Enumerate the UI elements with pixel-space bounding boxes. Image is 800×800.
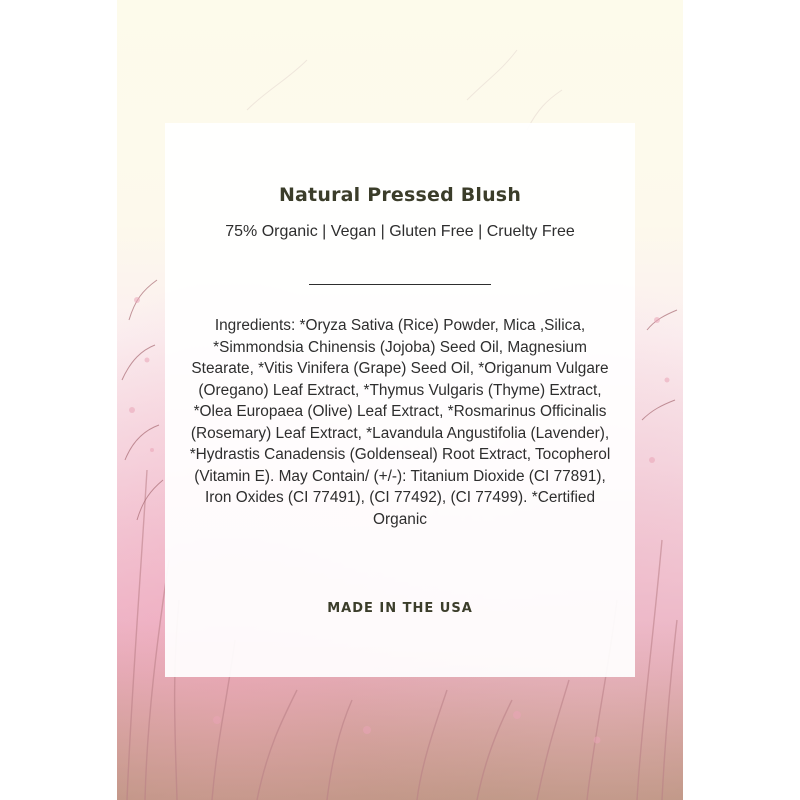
divider-line xyxy=(309,284,491,285)
product-attributes: 75% Organic | Vegan | Gluten Free | Cruelty Free xyxy=(225,223,575,240)
product-label-poster xyxy=(117,0,683,800)
origin-label: MADE IN THE USA xyxy=(327,601,473,616)
label-card xyxy=(165,123,635,677)
ingredients-text: Ingredients: *Oryza Sativa (Rice) Powder, Mica ,Silica, *Simmondsia Chinensis (Jojoba) Seed Oil, Magnesium Stearate, *Vitis Vinifera (Grape) Seed Oil, *Origanum Vulgare (Oregano) Leaf Extract, *Thymus Vulgaris (Thyme) Extract, *Olea Europaea (Olive) Leaf Extract, *Rosmarinus Officinalis (Rosemary) Leaf Extract, *Lavandula Angustifolia (Lavender), *Hydrastis Canadensis (Goldenseal) Root Extract, Tocopherol (Vitamin E). May Contain/ (+/-): Titanium Dioxide (CI 77891), Iron Oxides (CI 77491), (CI 77492), (CI 77499). *Certified Organic xyxy=(189,317,611,528)
product-title: Natural Pressed Blush xyxy=(278,184,522,206)
